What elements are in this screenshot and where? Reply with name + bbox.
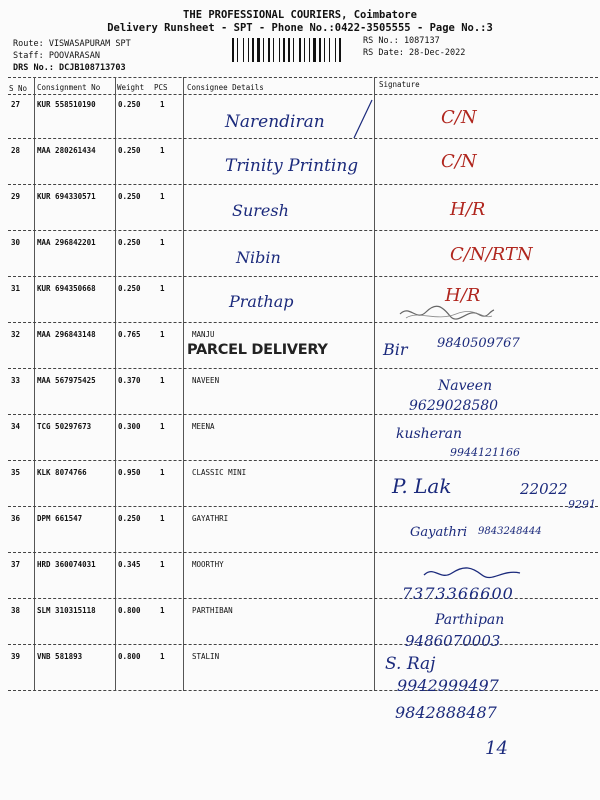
row-weight: 0.250 <box>118 146 141 155</box>
row-weight: 0.250 <box>118 100 141 109</box>
row-sno: 37 <box>11 560 21 569</box>
row-separator <box>8 690 598 691</box>
row-consignee: MOORTHY <box>192 560 224 569</box>
row-weight: 0.800 <box>118 606 141 615</box>
signature-gayathri: Gayathri <box>410 525 468 540</box>
col-header-consignee: Consignee Details <box>187 83 264 92</box>
row-weight: 0.250 <box>118 192 141 201</box>
col-header-signature: Signature <box>379 80 420 89</box>
row-pcs: 1 <box>160 652 165 661</box>
row-weight: 0.950 <box>118 468 141 477</box>
row-weight: 0.250 <box>118 284 141 293</box>
phone-meena: 9944121166 <box>450 446 520 459</box>
row-separator <box>8 276 598 277</box>
header-bottom-rule <box>8 94 598 95</box>
col-header-consignment: Consignment No <box>37 83 101 92</box>
signature-manju: Bir <box>383 340 408 359</box>
company-title: THE PROFESSIONAL COURIERS, Coimbatore <box>183 9 417 21</box>
row-consignment-no: MAA 296843148 <box>37 330 96 339</box>
handwritten-remark: C/N/RTN <box>450 244 533 265</box>
phone-naveen: 9629028580 <box>409 398 499 414</box>
row-separator <box>8 552 598 553</box>
row-pcs: 1 <box>160 238 165 247</box>
phone-manju: 9840509767 <box>437 336 520 351</box>
parcel-delivery-stamp: PARCEL DELIVERY <box>187 342 328 358</box>
row-pcs: 1 <box>160 560 165 569</box>
row-consignment-no: HRD 360074031 <box>37 560 96 569</box>
row-sno: 38 <box>11 606 21 615</box>
row-separator <box>8 414 598 415</box>
handwritten-name: Prathap <box>229 292 294 311</box>
row-separator <box>8 322 598 323</box>
handwritten-name: Suresh <box>232 201 289 220</box>
row-sno: 32 <box>11 330 21 339</box>
row-separator <box>8 230 598 231</box>
signature-naveen: Naveen <box>438 378 493 394</box>
scribble-signature <box>396 300 496 324</box>
row-consignment-no: VNB 581893 <box>37 652 83 661</box>
rs-number: RS No.: 1087137 <box>363 36 440 46</box>
extra-phone: 9842888487 <box>395 703 497 722</box>
row-pcs: 1 <box>160 100 165 109</box>
handwritten-remark: C/N <box>441 151 477 172</box>
row-consignment-no: KUR 694350668 <box>37 284 96 293</box>
handwritten-remark: C/N <box>441 107 477 128</box>
row-consignee: STALIN <box>192 652 220 661</box>
row-weight: 0.345 <box>118 560 141 569</box>
handwritten-name: Nibin <box>236 248 281 267</box>
header-top-rule <box>8 77 598 78</box>
signature-meena: kusheran <box>396 426 463 442</box>
phone-stalin: 9942999497 <box>397 676 499 695</box>
row-consignee: GAYATHRI <box>192 514 229 523</box>
row-consignee: CLASSIC MINI <box>192 468 247 477</box>
row-pcs: 1 <box>160 284 165 293</box>
row-pcs: 1 <box>160 514 165 523</box>
row-pcs: 1 <box>160 606 165 615</box>
col-header-weight: Weight <box>117 83 145 92</box>
row-consignment-no: MAA 280261434 <box>37 146 96 155</box>
row-sno: 36 <box>11 514 21 523</box>
row-pcs: 1 <box>160 422 165 431</box>
phone-gayathri: 9843248444 <box>478 526 542 537</box>
row-consignment-no: KLK 8074766 <box>37 468 87 477</box>
row-separator <box>8 506 598 507</box>
row-weight: 0.250 <box>118 238 141 247</box>
row-sno: 29 <box>11 192 21 201</box>
row-consignment-no: KUR 558510190 <box>37 100 96 109</box>
col-header-pcs: PCS <box>154 83 168 92</box>
row-weight: 0.370 <box>118 376 141 385</box>
signature-classic-mini: P. Lak <box>392 474 452 498</box>
row-consignment-no: MAA 296842201 <box>37 238 96 247</box>
handwritten-name: Trinity Printing <box>225 156 359 176</box>
col-header-sno: S No <box>9 84 28 93</box>
row-sno: 28 <box>11 146 21 155</box>
row-weight: 0.300 <box>118 422 141 431</box>
route-label: Route: VISWASAPURAM SPT <box>13 39 131 49</box>
phone-moorthy: 7373366600 <box>402 584 514 603</box>
row-weight: 0.765 <box>118 330 141 339</box>
row-consignment-no: KUR 694330571 <box>37 192 96 201</box>
row-separator <box>8 368 598 369</box>
row-separator <box>8 184 598 185</box>
row-consignment-no: TCG 50297673 <box>37 422 92 431</box>
staff-label: Staff: POOVARASAN <box>13 51 100 61</box>
drs-number: DRS No.: DCJB108713703 <box>13 63 126 73</box>
row-consignment-no: SLM 310315118 <box>37 606 96 615</box>
handwritten-remark: H/R <box>445 285 481 306</box>
handwritten-remark: H/R <box>450 199 486 220</box>
row-weight: 0.250 <box>118 514 141 523</box>
row-sno: 34 <box>11 422 21 431</box>
row-consignment-no: DPM 661547 <box>37 514 83 523</box>
row-consignee: MANJU <box>192 330 215 339</box>
row-sno: 31 <box>11 284 21 293</box>
signature-classic-extra: 9291 <box>568 498 596 511</box>
row-consignee: NAVEEN <box>192 376 220 385</box>
row-consignee: PARTHIBAN <box>192 606 233 615</box>
rs-date: RS Date: 28-Dec-2022 <box>363 48 466 58</box>
row-sno: 27 <box>11 100 21 109</box>
scribble-signature <box>420 563 530 583</box>
row-pcs: 1 <box>160 330 165 339</box>
row-consignee: MEENA <box>192 422 215 431</box>
row-pcs: 1 <box>160 468 165 477</box>
signature-stalin: S. Raj <box>385 654 436 674</box>
row-sno: 35 <box>11 468 21 477</box>
row-pcs: 1 <box>160 146 165 155</box>
row-separator <box>8 460 598 461</box>
runsheet-title: Delivery Runsheet - SPT - Phone No.:0422-3505555 - Page No.:3 <box>107 22 493 34</box>
row-sno: 30 <box>11 238 21 247</box>
phone-classic-mini: 22022 <box>520 480 568 498</box>
row-consignment-no: MAA 567975425 <box>37 376 96 385</box>
pen-stroke <box>340 96 380 141</box>
page-mark: 14 <box>485 738 508 759</box>
row-pcs: 1 <box>160 376 165 385</box>
phone-parthiban: 9486070003 <box>405 632 501 650</box>
signature-parthiban: Parthipan <box>435 612 505 628</box>
row-separator <box>8 644 598 645</box>
handwritten-name: Narendiran <box>225 112 325 132</box>
row-separator <box>8 138 598 139</box>
row-weight: 0.800 <box>118 652 141 661</box>
row-pcs: 1 <box>160 192 165 201</box>
row-sno: 39 <box>11 652 21 661</box>
row-sno: 33 <box>11 376 21 385</box>
barcode-image <box>232 38 355 62</box>
